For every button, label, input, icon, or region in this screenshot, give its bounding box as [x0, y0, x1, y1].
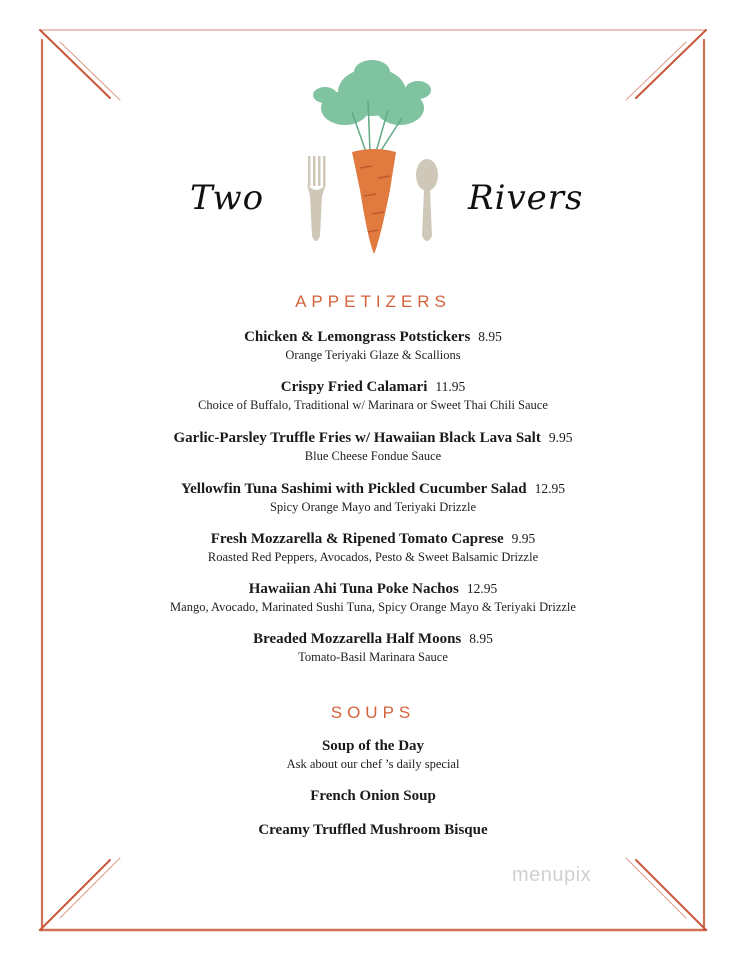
menu-item [0, 736, 746, 773]
item-price: 9.95 [511, 531, 536, 546]
item-name: Breaded Mozzarella Half Moons [253, 631, 462, 647]
item-price: 12.95 [534, 481, 565, 496]
item-name: Crispy Fried Calamari [280, 379, 428, 395]
item-name: Garlic-Parsley Truffle Fries w/ Hawaiian Black Lava Salt [173, 430, 541, 446]
item-name: Hawaiian Ahi Tuna Poke Nachos [248, 581, 459, 597]
menu-item [0, 820, 746, 840]
fork-icon [307, 156, 326, 241]
menu-item [0, 629, 746, 666]
carrot-icon [313, 60, 431, 254]
item-description: Roasted Red Peppers, Avocados, Pesto & Sweet Balsamic Drizzle [207, 550, 539, 564]
item-description: Blue Cheese Fondue Sauce [304, 449, 442, 463]
menu-item [0, 428, 746, 465]
restaurant-logo [0, 50, 746, 260]
brand-name-left: Two [190, 178, 265, 218]
item-description: Ask about our chef ’s daily special [286, 757, 460, 771]
item-name: French Onion Soup [310, 788, 436, 804]
menu-item [0, 377, 746, 414]
menu-item [0, 529, 746, 566]
item-description: Orange Teriyaki Glaze & Scallions [285, 348, 461, 362]
item-price: 9.95 [548, 430, 573, 445]
item-name: Chicken & Lemongrass Potstickers [244, 329, 471, 345]
item-description: Tomato-Basil Marinara Sauce [298, 650, 448, 664]
item-description: Spicy Orange Mayo and Teriyaki Drizzle [269, 500, 477, 514]
watermark-text: menupix [512, 864, 592, 886]
item-price: 8.95 [469, 631, 493, 646]
menu-item [0, 327, 746, 364]
item-description: Mango, Avocado, Marinated Sushi Tuna, Spicy Orange Mayo & Teriyaki Drizzle [170, 600, 576, 614]
soups-heading: SOUPS [330, 703, 416, 722]
appetizers-heading: APPETIZERS [295, 292, 451, 311]
spoon-icon [416, 159, 438, 241]
menu-item [0, 479, 746, 516]
menu-item [0, 786, 746, 806]
item-price: 12.95 [466, 581, 498, 596]
brand-name-right: Rivers [468, 178, 584, 218]
item-description: Choice of Buffalo, Traditional w/ Marinara or Sweet Thai Chili Sauce [198, 398, 548, 412]
item-name: Soup of the Day [321, 738, 425, 754]
item-name: Creamy Truffled Mushroom Bisque [258, 822, 488, 838]
item-price: 8.95 [478, 329, 502, 344]
item-price: 11.95 [435, 379, 466, 394]
item-name: Fresh Mozzarella & Ripened Tomato Caprese [210, 531, 504, 547]
menu-item [0, 579, 746, 616]
item-name: Yellowfin Tuna Sashimi with Pickled Cucumber Salad [180, 481, 527, 497]
